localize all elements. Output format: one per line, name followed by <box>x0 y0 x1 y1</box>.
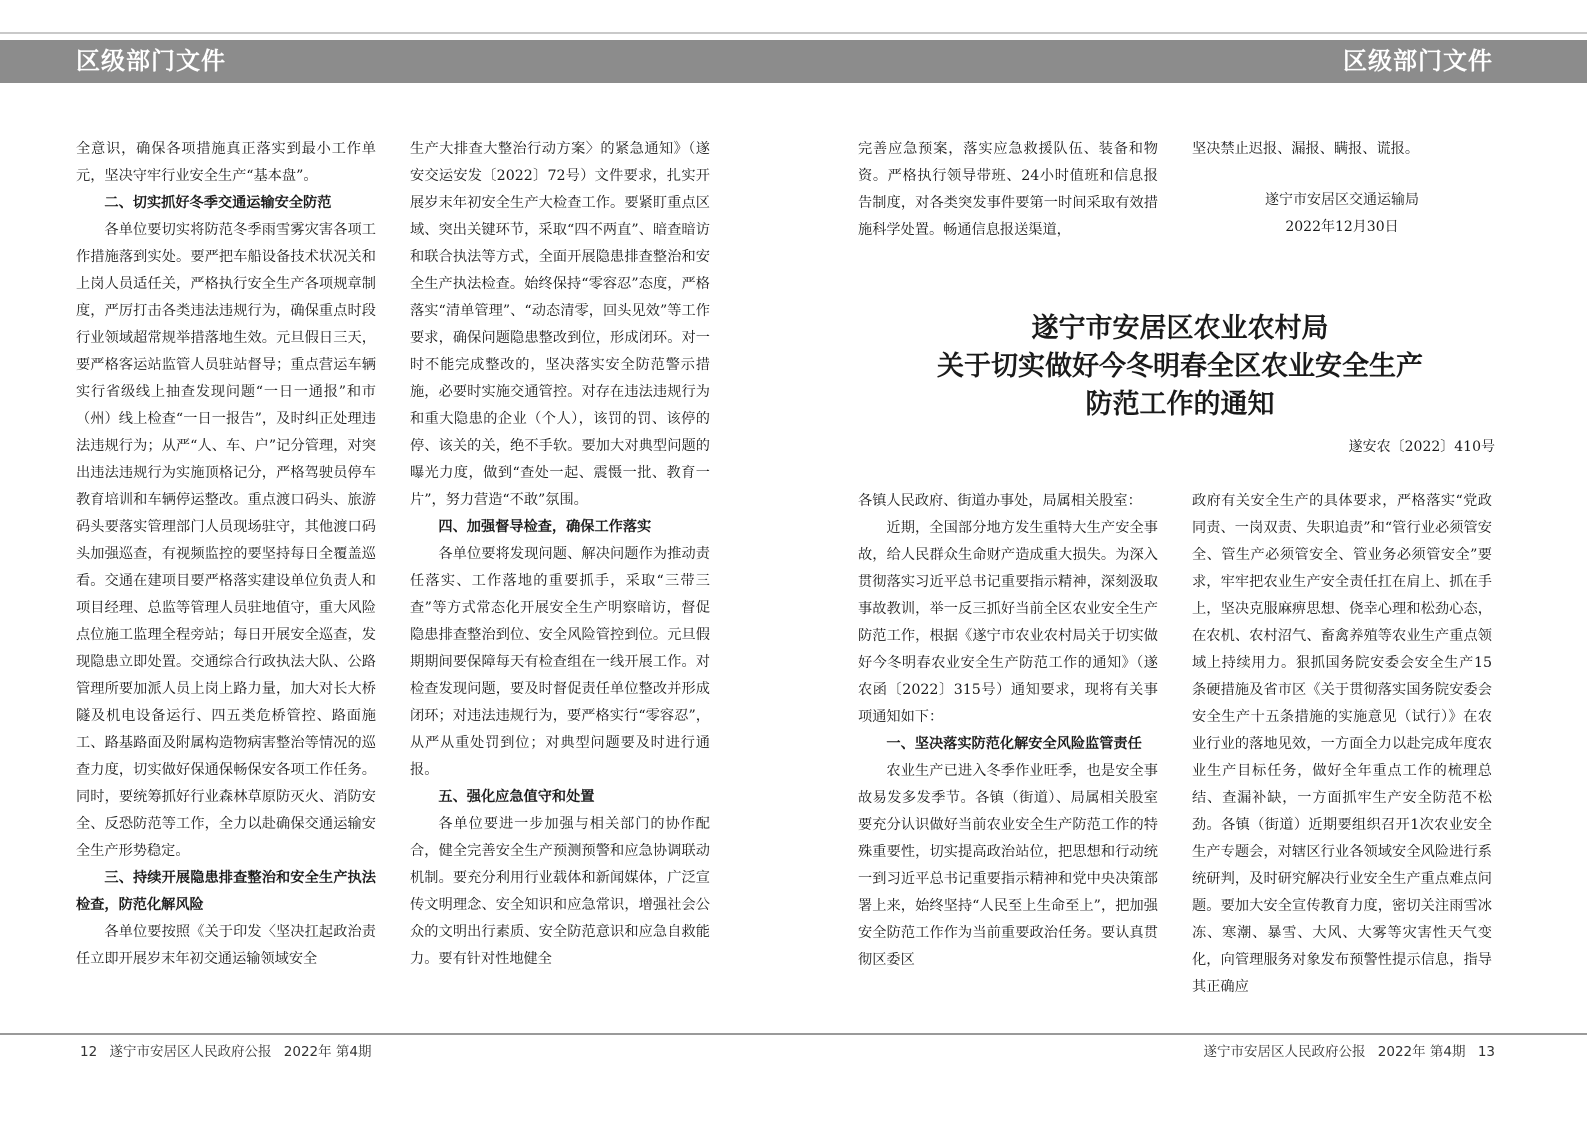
section-heading: 三、持续开展隐患排查整治和安全生产执法检查，防范化解风险 <box>76 870 376 913</box>
right-page-top-column-1 <box>858 136 1158 244</box>
bottom-rule <box>0 1033 1587 1035</box>
paragraph: 生产大排查大整治行动方案〉的紧急通知》（遂安交运安发〔2022〕72号）文件要求，扎实开展岁末年初安全生产大检查工作。要紧盯重点区域、突出关键环节，采取“四不两直”、暗查暗访和联合执法等方式，全面开展隐患排查整治和安全生产执法检查。始终保持“零容忍”态度，严格落实“清单管理”、“动态清零，回头见效”等工作要求，确保问题隐患整改到位，形成闭环。对一时不能完成整改的，坚决落实安全防范警示措施，必要时实施交通管控。对存在违法违规行为和重大隐患的企业（个人），该罚的罚、该停的停、该关的关，绝不手软。要加大对典型问题的曝光力度，做到“查处一起、震慑一批、教育一片”，努力营造“不敢”氛围。 <box>410 141 710 508</box>
right-page-body-column-2 <box>1192 488 1492 1001</box>
paragraph: 政府有关安全生产的具体要求，严格落实“党政同责、一岗双责、失职追责”和“管行业必须管安全、管生产必须管安全、管业务必须管安全”要求，牢牢把农业生产安全责任扛在肩上、抓在手上，坚决克服麻痹思想、侥幸心理和松劲心态，在农机、农村沼气、畜禽养殖等农业生产重点领域上持续用力。狠抓国务院安委会安全生产15条硬措施及省市区《关于贯彻落实国务院安委会安全生产十五条措施的实施意见（试行）》在农业行业的落地见效，一方面全力以赴完成年度农业生产目标任务，做好全年重点工作的梳理总结、查漏补缺，一方面抓牢生产安全防范不松劲。各镇（街道）近期要组织召开1次农业安全生产专题会，对辖区行业各领域安全风险进行系统研判，及时研究解决行业安全生产重点难点问题。要加大安全宣传教育力度，密切关注雨雪冰冻、寒潮、暴雪、大风、大雾等灾害性天气变化，向管理服务对象发布预警性提示信息，指导其正确应 <box>1192 493 1492 995</box>
signature-org: 遂宁市安居区交通运输局 <box>1265 192 1419 208</box>
paragraph: 各单位要按照《关于印发〈坚决扛起政治责任立即开展岁末年初交通运输领域安全 <box>76 924 376 967</box>
paragraph: 完善应急预案，落实应急救援队伍、装备和物资。严格执行领导带班、24小时值班和信息报告制度，对各类突发事件要第一时间采取有效措施科学处置。畅通信息报送渠道， <box>858 141 1158 238</box>
paragraph: 各单位要将发现问题、解决问题作为推动责任落实、工作落地的重要抓手，采取“三带三查”等方式常态化开展安全生产明察暗访，督促隐患排查整治到位、安全风险管控到位。元旦假期期间要保障每天有检查组在一线开展工作。对检查发现问题，要及时督促责任单位整改并形成闭环；对违法违规行为，要严格实行“零容忍”，从严从重处罚到位；对典型问题要及时进行通报。 <box>410 546 710 778</box>
right-footer-issue: 2022年 第4期 <box>1377 1044 1466 1060</box>
left-footer-publication: 遂宁市安居区人民政府公报 <box>109 1044 272 1060</box>
section-heading: 五、强化应急值守和处置 <box>438 789 595 805</box>
left-footer <box>76 1040 376 1060</box>
document-title <box>860 310 1500 424</box>
left-section-title: 区级部门文件 <box>76 47 226 75</box>
paragraph: 各单位要进一步加强与相关部门的协作配合，健全完善安全生产预测预警和应急协调联动机制。要充分利用行业载体和新闻媒体，广泛宣传文明理念、安全知识和应急常识，增强社会公众的文明出行素质、安全防范意识和应急自救能力。要有针对性地健全 <box>410 816 710 967</box>
document-title-line-3: 防范工作的通知 <box>1085 389 1275 420</box>
paragraph: 各单位要切实将防范冬季雨雪雾灾害各项工作措施落到实处。要严把车船设备技术状况关和上岗人员适任关，严格执行安全生产各项规章制度，严厉打击各类违法违规行为，确保重点时段行业领域超常规举措落地生效。元旦假日三天，要严格客运站监管人员驻站督导；重点营运车辆实行省级线上抽查发现问题“一日一通报”和市（州）线上检查“一日一报告”，及时纠正处理违法违规行为；从严“人、车、户”记分管理，对突出违法违规行为实施顶格记分，严格驾驶员停车教育培训和车辆停运整改。重点渡口码头、旅游码头要落实管理部门人员现场驻守，其他渡口码头加强巡查，有视频监控的要坚持每日全覆盖巡看。交通在建项目要严格落实建设单位负责人和项目经理、总监等管理人员驻地值守，重大风险点位施工监理全程旁站；每日开展安全巡查，发现隐患立即处置。交通综合行政执法大队、公路管理所要加派人员上岗上路力量，加大对长大桥隧及机电设备运行、四五类危桥管控、路面施工、路基路面及附属构造物病害整治等情况的巡查力度，切实做好保通保畅保安各项工作任务。同时，要统筹抓好行业森林草原防灭火、消防安全、反恐防范等工作，全力以赴确保交通运输安全生产形势稳定。 <box>76 222 376 859</box>
section-heading: 四、加强督导检查，确保工作落实 <box>438 519 652 535</box>
right-section-title: 区级部门文件 <box>1343 47 1493 75</box>
section-heading: 二、切实抓好冬季交通运输安全防范 <box>104 195 332 211</box>
paragraph: 全意识，确保各项措施真正落实到最小工作单元，坚决守牢行业安全生产“基本盘”。 <box>76 141 376 184</box>
right-page-number: 13 <box>1477 1044 1495 1060</box>
header-band <box>0 40 1587 83</box>
document-title-line-1: 遂宁市安居区农业农村局 <box>1031 313 1329 344</box>
paragraph: 坚决禁止迟报、漏报、瞒报、谎报。 <box>1192 141 1420 157</box>
right-footer <box>1199 1040 1499 1060</box>
signature-block <box>1192 187 1492 241</box>
signature-date: 2022年12月30日 <box>1285 219 1399 235</box>
left-page-column-2 <box>410 136 710 973</box>
left-page-column-1 <box>76 136 376 973</box>
document-title-line-2: 关于切实做好今冬明春全区农业安全生产 <box>937 351 1423 382</box>
document-number: 遂安农〔2022〕410号 <box>1348 439 1495 455</box>
section-heading: 一、坚决落实防范化解安全风险监管责任 <box>886 736 1142 752</box>
paragraph: 各镇人民政府、街道办事处，局属相关股室： <box>858 493 1142 509</box>
paragraph: 近期，全国部分地方发生重特大生产安全事故，给人民群众生命财产造成重大损失。为深入贯彻落实习近平总书记重要指示精神，深刻汲取事故教训，举一反三抓好当前全区农业安全生产防范工作，根据《遂宁市农业农村局关于切实做好今冬明春农业安全生产防范工作的通知》（遂农函〔2022〕315号）通知要求，现将有关事项通知如下： <box>858 520 1158 725</box>
left-footer-issue: 2022年 第4期 <box>283 1044 372 1060</box>
right-footer-publication: 遂宁市安居区人民政府公报 <box>1203 1044 1366 1060</box>
paragraph: 农业生产已进入冬季作业旺季，也是安全事故易发多发季节。各镇（街道）、局属相关股室要充分认识做好当前农业安全生产防范工作的特殊重要性，切实提高政治站位，把思想和行动统一到习近平总书记重要指示精神和党中央决策部署上来，始终坚持“人民至上生命至上”，把加强安全防范工作作为当前重要政治任务。要认真贯彻区委区 <box>858 763 1158 968</box>
right-page-top-column-2 <box>1192 136 1492 163</box>
top-rule <box>0 32 1587 34</box>
right-page-body-column-1 <box>858 488 1158 974</box>
left-page-number: 12 <box>80 1044 98 1060</box>
